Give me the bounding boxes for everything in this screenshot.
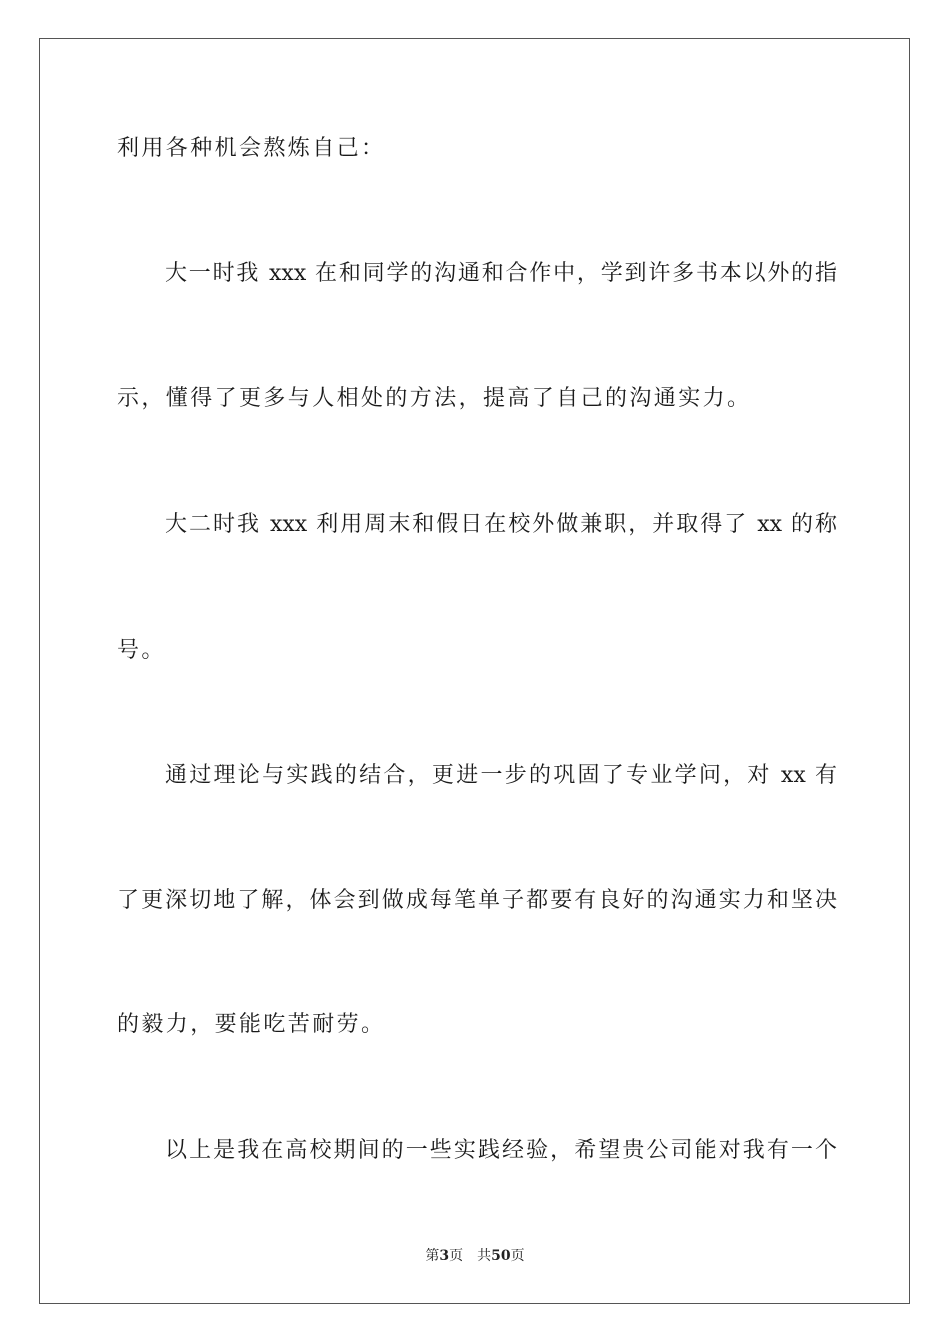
text-line-1: 利用各种机会熬炼自己： (117, 136, 386, 161)
page-number: 3 (439, 1248, 450, 1264)
page-suffix: 页 (449, 1248, 464, 1264)
page-border (39, 38, 910, 1304)
page-footer (0, 1247, 950, 1265)
text-line-6: 通过理论与实践的结合，更进一步的巩固了专业学问，对 xx 有 (165, 763, 837, 788)
text-line-8: 的毅力，要能吃苦耐劳。 (117, 1012, 386, 1037)
text-line-2: 大一时我 xxx 在和同学的沟通和合作中，学到许多书本以外的指 (165, 261, 837, 286)
text-line-5: 号。 (117, 638, 166, 663)
total-prefix: 共 (477, 1248, 492, 1264)
text-line-9: 以上是我在高校期间的一些实践经验，希望贵公司能对我有一个 (165, 1138, 837, 1163)
page-prefix: 第 (425, 1248, 440, 1264)
text-line-3: 示，懂得了更多与人相处的方法，提高了自己的沟通实力。 (117, 386, 752, 411)
total-suffix: 页 (510, 1248, 525, 1264)
text-line-4: 大二时我 xxx 利用周末和假日在校外做兼职，并取得了 xx 的称 (165, 512, 837, 537)
total-pages: 50 (491, 1248, 511, 1264)
text-line-7: 了更深切地了解，体会到做成每笔单子都要有良好的沟通实力和坚决 (117, 888, 837, 913)
